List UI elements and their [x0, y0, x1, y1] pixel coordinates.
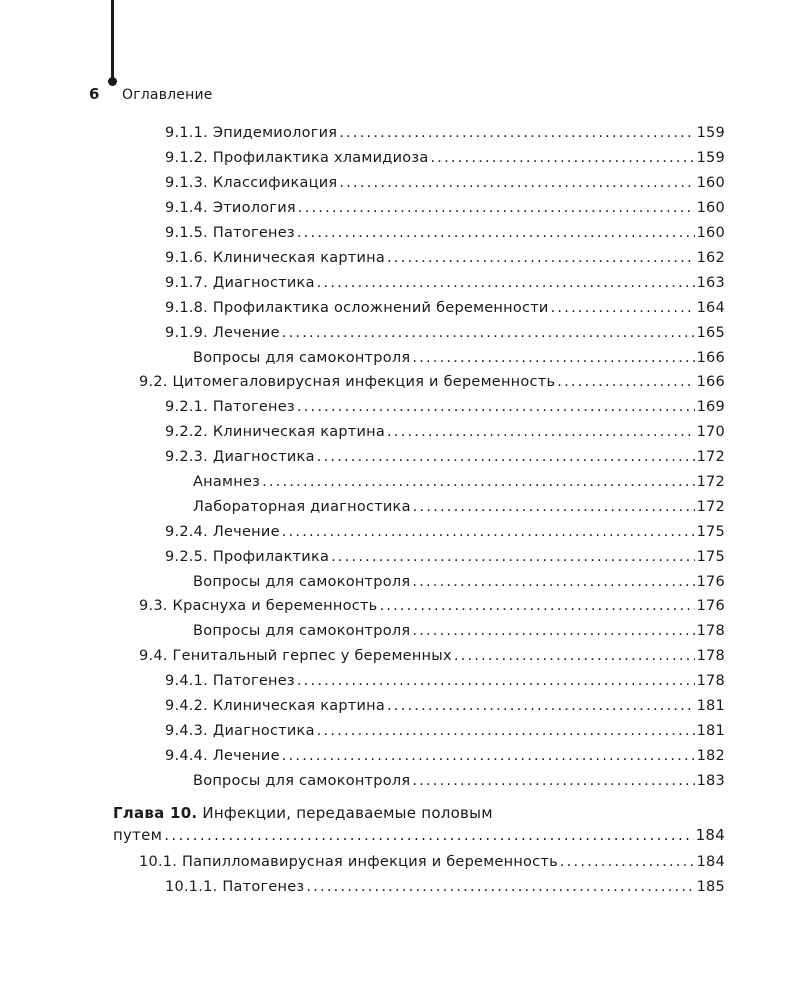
toc-entry-title: 9.2.5. Профилактика	[165, 549, 330, 565]
dot-leader	[339, 173, 694, 193]
toc-entry	[165, 877, 725, 897]
toc-entry	[165, 298, 725, 318]
toc-entry	[165, 447, 725, 467]
toc-entry-title: 9.4. Генитальный герпес у беременных	[139, 648, 452, 664]
dot-leader	[262, 472, 694, 492]
chapter-title-cont: путем	[113, 826, 163, 844]
chapter-heading	[113, 803, 725, 845]
toc-entry-title: 9.2.3. Диагностика	[165, 449, 315, 465]
dot-leader	[430, 148, 694, 168]
toc-entry-title: 9.2.1. Патогенез	[165, 399, 295, 415]
toc-entry-title: 10.1. Папилломавирусная инфекция и беременность	[139, 854, 558, 870]
toc-entry	[139, 372, 725, 392]
toc-entry-title: 10.1.1. Патогенез	[165, 879, 305, 895]
toc-entry-page: 166	[696, 374, 725, 390]
toc-entry-page: 182	[696, 748, 725, 764]
dot-leader	[282, 522, 695, 542]
toc-entry	[165, 273, 725, 293]
toc-entry-title: Вопросы для самоконтроля	[193, 623, 411, 639]
toc-entry-title: 9.2.2. Клиническая картина	[165, 424, 386, 440]
dot-leader	[297, 397, 695, 417]
toc-entry	[139, 596, 725, 616]
toc-entry-page: 175	[696, 549, 725, 565]
toc-entry-page: 163	[696, 275, 725, 291]
toc-entry-page: 176	[696, 598, 725, 614]
dot-leader	[413, 497, 695, 517]
toc-entry	[165, 671, 725, 691]
dot-leader	[387, 248, 695, 268]
toc-entry-page: 160	[696, 225, 725, 241]
dot-leader	[331, 547, 694, 567]
dot-leader	[412, 771, 694, 791]
toc-entry-title: 9.1.4. Этиология	[165, 200, 296, 216]
dot-leader	[387, 422, 695, 442]
toc-entry-page: 166	[696, 350, 725, 366]
dot-leader	[551, 298, 695, 318]
toc-entry-title: 9.4.4. Лечение	[165, 748, 280, 764]
toc-entry-title: 9.1.5. Патогенез	[165, 225, 295, 241]
dot-leader	[297, 671, 695, 691]
toc-entry-page: 183	[696, 773, 725, 789]
toc-entry-page: 170	[696, 424, 725, 440]
toc-entry-title: 9.1.2. Профилактика хламидиоза	[165, 150, 429, 166]
toc-entry-title: 9.1.8. Профилактика осложнений беременности	[165, 300, 549, 316]
dot-leader	[282, 746, 695, 766]
running-title: Оглавление	[122, 87, 213, 103]
toc-entry-title: Вопросы для самоконтроля	[193, 574, 411, 590]
toc-entry-title: 9.1.7. Диагностика	[165, 275, 315, 291]
chapter-label: Глава 10.	[113, 804, 198, 822]
toc-entry-title: 9.3. Краснуха и беременность	[139, 598, 378, 614]
toc-entry-page: 162	[696, 250, 725, 266]
dot-leader	[412, 572, 694, 592]
toc-entry	[165, 323, 725, 343]
chapter-page: 184	[695, 826, 725, 844]
toc-entry-page: 159	[696, 125, 725, 141]
toc-entry	[165, 223, 725, 243]
toc-entry	[139, 646, 725, 666]
toc-entry	[193, 572, 725, 592]
toc-entry-page: 169	[696, 399, 725, 415]
toc-entry	[165, 696, 725, 716]
toc-entry-page: 164	[696, 300, 725, 316]
dot-leader	[339, 123, 694, 143]
toc-entry-page: 178	[696, 673, 725, 689]
toc-entry	[165, 721, 725, 741]
toc-entry-title: 9.4.1. Патогенез	[165, 673, 295, 689]
toc-entry-page: 160	[696, 200, 725, 216]
dot-leader	[317, 447, 695, 467]
page-number: 6	[89, 85, 100, 103]
toc-entry-page: 172	[696, 449, 725, 465]
toc-entry-page: 181	[696, 698, 725, 714]
dot-leader	[306, 877, 694, 897]
dot-leader	[412, 348, 694, 368]
toc-entry	[165, 397, 725, 417]
toc-entry-page: 172	[696, 499, 725, 515]
dot-leader	[412, 621, 694, 641]
toc-entry	[165, 248, 725, 268]
toc-entry-title: Вопросы для самоконтроля	[193, 350, 411, 366]
toc-entry-title: 9.4.3. Диагностика	[165, 723, 315, 739]
toc-entry-title: 9.1.3. Классификация	[165, 175, 338, 191]
toc-entry-title: 9.1.9. Лечение	[165, 325, 280, 341]
toc-entry-page: 178	[696, 623, 725, 639]
toc-entry	[193, 497, 725, 517]
chapter-title: Инфекции, передаваемые половым	[202, 804, 493, 822]
toc-entry-title: 9.1.1. Эпидемиология	[165, 125, 338, 141]
toc-entry-title: Лабораторная диагностика	[193, 499, 411, 515]
toc-entry	[193, 771, 725, 791]
toc-entry	[165, 173, 725, 193]
toc-entry-page: 178	[696, 648, 725, 664]
chapter-heading-line1	[113, 803, 725, 823]
toc-entry-title: Анамнез	[193, 474, 261, 490]
toc-entry-title: 9.2.4. Лечение	[165, 524, 280, 540]
toc-entry	[165, 547, 725, 567]
toc-entry	[139, 852, 725, 872]
toc-entry-title: 9.4.2. Клиническая картина	[165, 698, 386, 714]
dot-leader	[557, 372, 694, 392]
toc-entry-page: 185	[696, 879, 725, 895]
dot-leader	[379, 596, 694, 616]
toc-entry	[165, 522, 725, 542]
toc-entry-title: 9.1.6. Клиническая картина	[165, 250, 386, 266]
dot-leader	[298, 198, 695, 218]
dot-leader	[297, 223, 695, 243]
toc-entry	[165, 198, 725, 218]
dot-leader	[164, 825, 693, 845]
toc-entry-page: 165	[696, 325, 725, 341]
dot-leader	[560, 852, 695, 872]
toc-entry-page: 160	[696, 175, 725, 191]
toc-entry-title: 9.2. Цитомегаловирусная инфекция и беременность	[139, 374, 556, 390]
toc-entry-page: 184	[696, 854, 725, 870]
dot-leader	[317, 273, 695, 293]
toc-entry-page: 181	[696, 723, 725, 739]
toc-entry	[193, 621, 725, 641]
toc-entry-title: Вопросы для самоконтроля	[193, 773, 411, 789]
toc-entry-page: 175	[696, 524, 725, 540]
toc-entry	[165, 123, 725, 143]
dot-leader	[282, 323, 695, 343]
toc-entry-page: 172	[696, 474, 725, 490]
chapter-heading-line2	[113, 825, 725, 845]
toc-entry	[193, 472, 725, 492]
toc-entry-page: 176	[696, 574, 725, 590]
dot-leader	[387, 696, 695, 716]
toc-entry	[165, 148, 725, 168]
toc-entry	[165, 746, 725, 766]
toc-entry-page: 159	[696, 150, 725, 166]
dot-leader	[454, 646, 695, 666]
dot-leader	[317, 721, 695, 741]
toc-entry	[193, 348, 725, 368]
toc-entry	[165, 422, 725, 442]
